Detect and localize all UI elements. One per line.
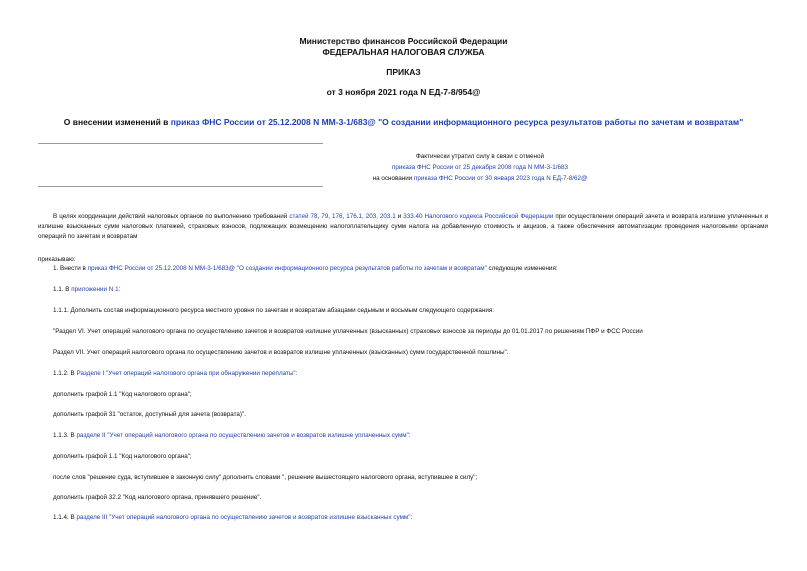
service-name: ФЕДЕРАЛЬНАЯ НАЛОГОВАЯ СЛУЖБА [322,47,485,57]
item-1-suffix: следующие изменения: [486,265,558,272]
preamble-text-1: В целях координации действий налоговых органов по выполнению требований [53,213,290,220]
add-column-31: дополнить графой 31 "остаток, доступный для зачета (возврата)". [53,411,246,418]
after-words-text: после слов "решение суда, вступившее в законную силу" дополнить словами ", решение вышестоящего налогового органа, вступившее в силу"; [53,474,478,481]
item-1-1-3-suffix: : [408,432,411,439]
item-1-link[interactable]: приказ ФНС России от 25.12.2008 N ММ-3-1/683@ "О создании информационного ресурса результатов работы по зачетам и возвратам" [87,265,487,272]
preamble-link-articles[interactable]: статей 78, 79, 176, 176.1, 203, 203.1 [289,213,396,220]
add-column-32-2: дополнить графой 32.2 "Код налогового органа, принявшего решение". [53,494,262,501]
status-note-line1: Фактически утратил силу в связи с отменой [416,153,544,160]
section-7-text: Раздел VII. Учет операций налогового органа по осуществлению зачетов и возвратов излишне уплаченных (взысканных) сумм государственной пошлины". [53,349,509,356]
item-1-1-2-prefix: 1.1.2. В [53,370,77,377]
ministry-name: Министерство финансов Российской Федерации [299,36,508,46]
preamble-text-3: при осуществлении операций зачета и возврата излишне уплаченных и излишне взысканных сумм налоговых платежей, страховых взносов, подлежащих возмещению налогоплательщику сумм налога на добавленную стоимость и акцизов, а также обеспечения автоматизации проведения налоговыми органами операций по зачетам и возвратам [38,213,768,240]
item-1-1-1: 1.1.1. Дополнить состав информационного ресурса местного уровня по зачетам и возвратам абзацами седьмым и восьмым следующего содержания: [53,307,495,314]
item-1-1-4-suffix: : [410,514,413,521]
item-1-1-prefix: 1.1. В [53,286,72,293]
item-1-1-2 [53,370,297,377]
status-note-link1[interactable]: приказа ФНС России от 25 декабря 2008 года N ММ-3-1/683 [392,164,568,171]
doc-title [0,117,807,127]
status-note-basis: на основании [372,175,415,182]
doc-type: ПРИКАЗ [386,67,421,77]
preamble-paragraph [38,212,768,242]
preamble-text-2: и [395,213,404,220]
item-1-1-4-link[interactable]: разделе III "Учет операций налогового органа по осуществлению зачетов и возвратов излишне взысканных сумм" [76,514,411,521]
item-1-1-2-suffix: : [295,370,298,377]
item-1-1-4-prefix: 1.1.4. В [53,514,77,521]
section-6-text: "Раздел VI. Учет операций налогового органа по осуществлению зачетов и возвратов излишне уплаченных (взысканных) страховых взносов за периоды до 01.01.2017 по решениям ПФР и ФСС России [53,328,643,335]
item-1-1-4 [53,514,412,521]
add-column-1-1: дополнить графой 1.1 "Код налогового органа"; [53,391,192,398]
item-1 [53,265,558,272]
preamble-link-tax-code[interactable]: 333.40 Налогового кодекса Российской Федерации [403,213,554,220]
divider-bottom [38,186,323,187]
item-1-1-link[interactable]: приложении N 1 [71,286,119,293]
item-1-1-3-link[interactable]: разделе II "Учет операций налогового органа по осуществлению зачетов и возвратов излишне уплаченных сумм" [76,432,409,439]
item-1-1-3-prefix: 1.1.3. В [53,432,77,439]
order-word: приказываю: [38,256,76,263]
doc-title-prefix: О внесении изменений в [63,117,171,127]
status-note-line2 [180,164,780,171]
status-note-line3 [180,175,780,182]
item-1-1-2-link[interactable]: Разделе I "Учет операций налогового органа при обнаружении переплаты" [76,370,296,377]
status-note-link2[interactable]: приказа ФНС России от 30 января 2023 года N ЕД-7-8/62@ [414,175,588,182]
doc-title-link[interactable]: приказ ФНС России от 25.12.2008 N ММ-3-1/683@ "О создании информационного ресурса результатов работы по зачетам и возвратам" [170,117,744,127]
item-1-1-suffix: : [118,286,121,293]
add-column-1-1-b: дополнить графой 1.1 "Код налогового органа"; [53,453,192,460]
divider-top [38,143,323,144]
item-1-prefix: 1. Внести в [53,265,88,272]
item-1-1-3 [53,432,411,439]
item-1-1 [53,286,120,293]
doc-date-number: от 3 ноября 2021 года N ЕД-7-8/954@ [326,87,481,97]
